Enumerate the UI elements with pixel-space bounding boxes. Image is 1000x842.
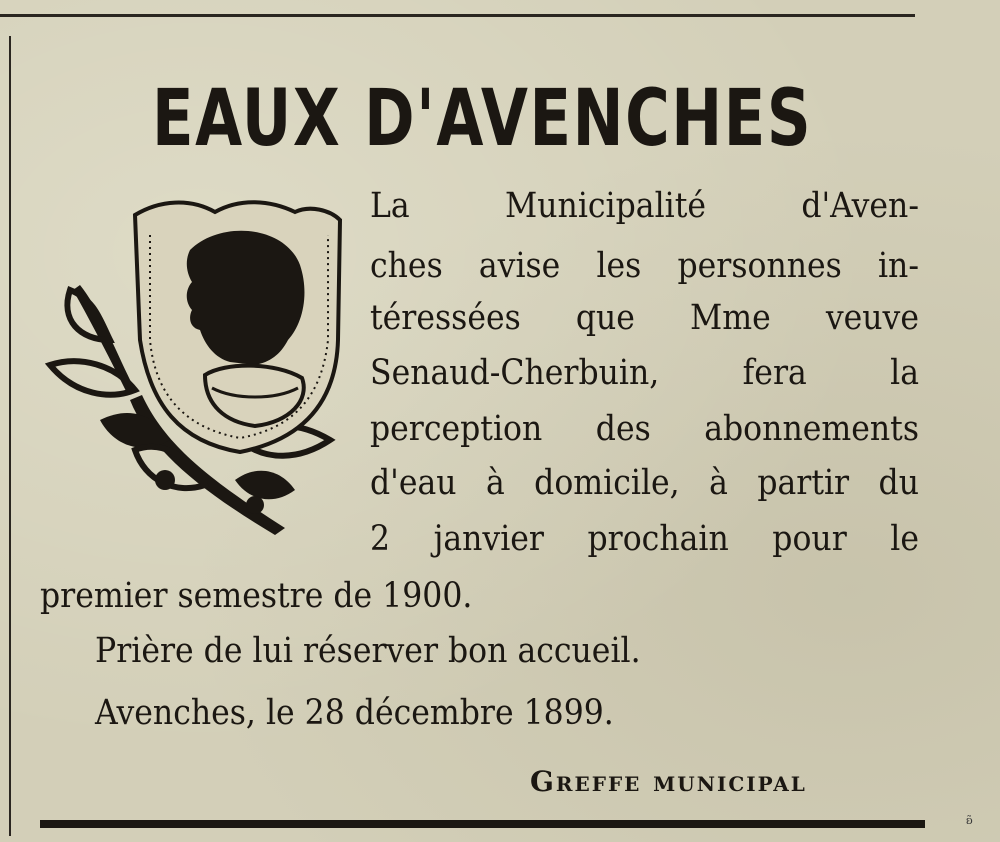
left-border [9,36,11,836]
place-date-line: Avenches, le 28 décembre 1899. [95,693,614,733]
page-title: EAUX D'AVENCHES [152,74,813,164]
body-line-3: téressées que Mme veuve [370,298,919,338]
request-line: Prière de lui réserver bon accueil. [95,631,641,671]
body-line-2: ches avise les personnes in- [370,246,919,286]
body-line-1: La Municipalité d'Aven- [370,186,919,226]
body-line-4: Senaud-Cherbuin, fera la [370,353,919,393]
avenches-coat-of-arms-icon [40,190,360,550]
body-line-6: d'eau à domicile, à partir du [370,463,919,503]
body-line-8: premier semestre de 1900. [40,576,473,616]
bottom-rule [40,820,925,828]
body-line-5: perception des abonnements [370,409,919,449]
body-line-7: 2 janvier prochain pour le [370,519,919,559]
signature: Greffe municipal [530,765,807,798]
corner-mark: ʚ̃ [966,814,973,827]
top-rule [0,14,915,17]
